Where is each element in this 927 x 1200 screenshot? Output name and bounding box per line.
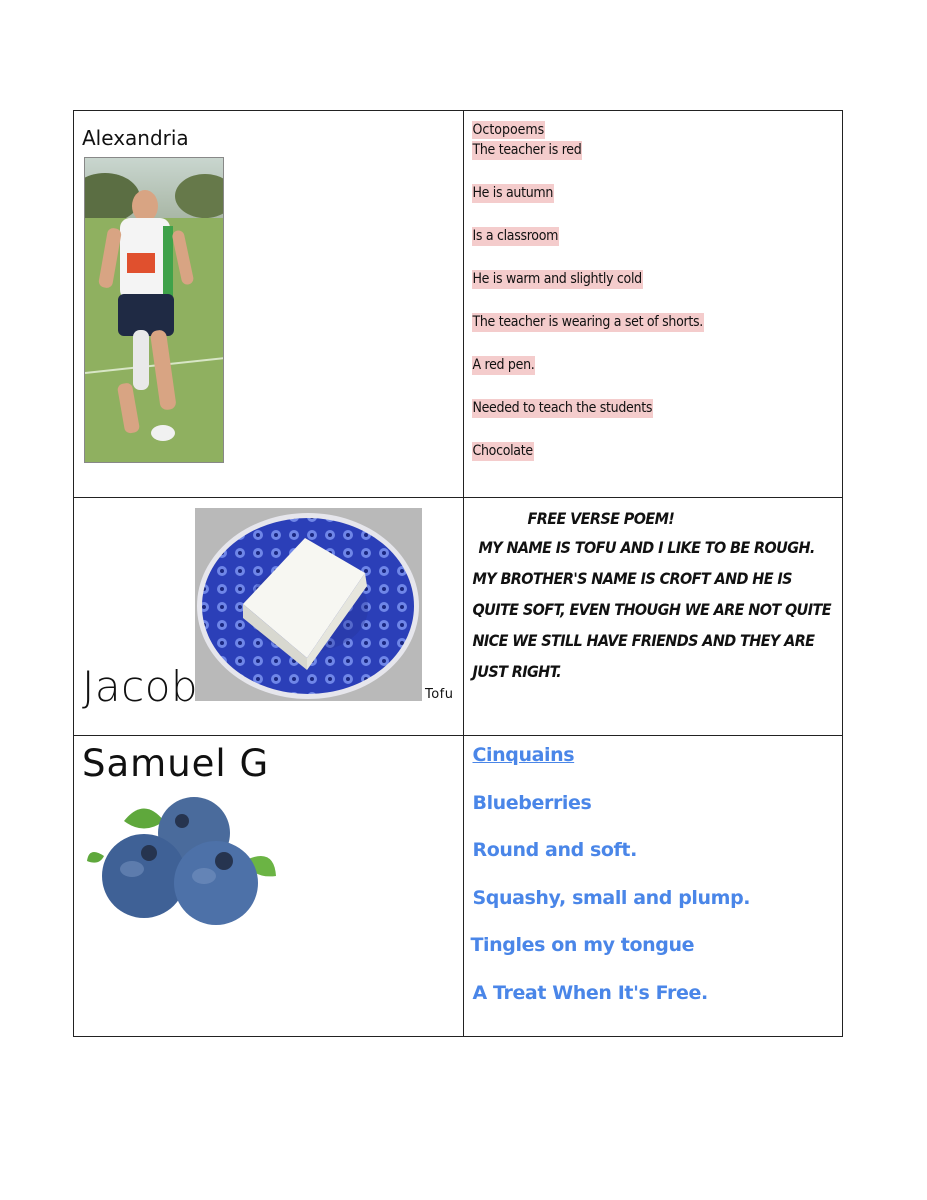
free-verse-poem [472,508,837,687]
student-name: Jacob [82,662,199,711]
octopoem [472,121,703,485]
table-row [74,736,843,1037]
poem-line: The teacher is red [472,142,582,158]
poem-line: Blueberries [472,791,592,814]
runner-photo [84,157,224,463]
poem-line: Needed to teach the students [472,400,653,416]
cinquain-poem [472,744,750,1029]
poem-cell [464,736,843,1037]
poem-line: A red pen. [472,357,535,373]
poem-line: He is autumn [472,185,554,201]
poem-line: Squashy, small and plump. [472,886,751,909]
poem-title: FREE VERSE POEM! [527,509,675,528]
student-cell [74,111,464,498]
poem-line: He is warm and slightly cold [472,271,642,287]
poem-line: A Treat When It's Free. [472,981,708,1004]
image-caption: Tofu [425,687,454,702]
student-name: Samuel G [82,742,270,785]
poem-line: Is a classroom [472,228,559,244]
poem-line: The teacher is wearing a set of shorts. [472,314,703,330]
poem-line: Round and soft. [472,839,637,861]
poem-table [73,110,843,1037]
poem-title: Cinquains [472,744,575,766]
poem-text: MY NAME IS TOFU AND I LIKE TO BE ROUGH. MY BROTHER'S NAME IS CROFT AND HE IS QUITE SOFT, EVEN THOUGH WE ARE NOT QUITE NICE WE STILL HAVE FRIENDS AND THEY ARE JUST RIGHT. [472,538,831,681]
poem-line: Chocolate [472,443,533,459]
table-row [74,498,843,736]
blueberries-photo [84,791,279,929]
poem-title: Octopoems [472,122,545,138]
table-row [74,111,843,498]
tofu-photo [195,508,422,701]
poem-cell [464,498,843,736]
student-name: Alexandria [82,126,189,150]
poem-line: Tingles on my tongue [470,934,695,956]
poem-cell [464,111,843,498]
student-cell [74,498,464,736]
student-cell [74,736,464,1037]
